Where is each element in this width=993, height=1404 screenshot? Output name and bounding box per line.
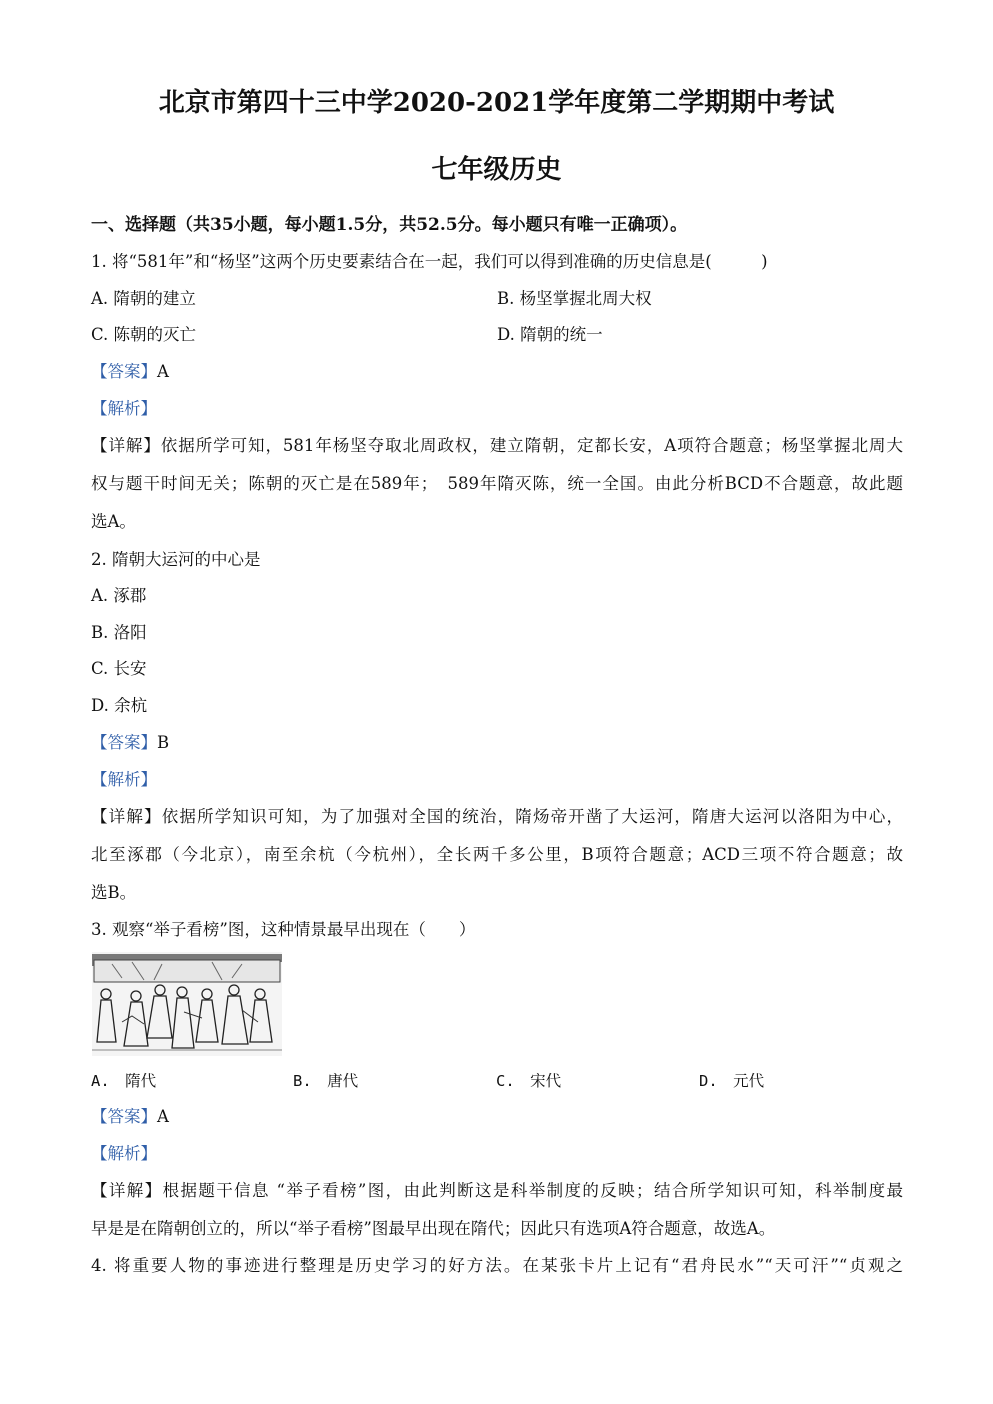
answer-value: A [157,1107,169,1126]
detail-line [91,434,903,458]
detail-line: 选B。 [91,883,137,902]
answer-label: 【答案】 [91,362,157,381]
option-a: A. 隋代 [91,1072,157,1090]
detail-line: 北至涿郡（今北京），南至余杭（今杭州），全长两千多公里，B项符合题意；ACD三项不符合题意；故 [91,845,903,864]
detail-line: 权与题干时间无关；陈朝的灭亡是在589年； 589年隋灭陈，统一全国。由此分析BCD不合题意，故此题 [91,474,903,493]
detail-line [91,805,903,829]
answer-line [91,731,169,755]
option-c: C. 长安 [91,659,147,678]
detail-text: 根据题干信息 “举子看榜”图，由此判断这是科举制度的反映；结合所学知识可知，科举制度最 [162,1181,903,1200]
section-heading: 一、选择题（共35小题，每小题1.5分，共52.5分。每小题只有唯一正确项）。 [91,215,688,235]
option-a: A. 隋朝的建立 [91,289,196,308]
option-d: D. 元代 [699,1072,765,1090]
exam-subtitle: 七年级历史 [431,155,562,185]
question-stem: 4. 将重要人物的事迹进行整理是历史学习的好方法。在某张卡片上记有“君舟民水”“天可汗”“贞观之 [91,1256,903,1275]
analysis-label: 【解析】 [91,770,157,789]
option-c: C. 陈朝的灭亡 [91,325,197,344]
detail-text: 依据所学可知，581年杨坚夺取北周政权，建立隋朝，定都长安，A项符合题意；杨坚掌握北周大 [160,436,903,455]
option-b: B. 洛阳 [91,623,147,642]
option-a: A. 涿郡 [91,586,147,605]
answer-line [91,1105,169,1129]
exam-notice-illustration [92,952,282,1056]
option-d: D. 余杭 [91,696,148,715]
detail-line [91,1179,903,1203]
option-b: B. 杨坚掌握北周大权 [497,289,652,308]
answer-label: 【答案】 [91,1107,157,1126]
answer-value: B [157,733,170,752]
detail-line: 早是是在隋朝创立的，所以“举子看榜”图最早出现在隋代；因此只有选项A符合题意，故选A。 [91,1219,776,1238]
analysis-label: 【解析】 [91,399,157,418]
option-b: B. 唐代 [293,1072,359,1090]
analysis-label: 【解析】 [91,1144,157,1163]
answer-line [91,360,169,384]
question-stem: 1. 将“581年”和“杨坚”这两个历史要素结合在一起，我们可以得到准确的历史信息是( ) [91,252,768,271]
exam-title: 北京市第四十三中学2020-2021学年度第二学期期中考试 [158,88,835,118]
question-stem: 3. 观察“举子看榜”图，这种情景最早出现在（ ） [91,920,476,939]
detail-label: 【详解】 [91,807,162,826]
detail-label: 【详解】 [91,436,161,455]
option-d: D. 隋朝的统一 [497,325,603,344]
option-c: C. 宋代 [496,1072,562,1090]
answer-label: 【答案】 [91,733,157,752]
detail-text: 依据所学知识可知，为了加强对全国的统治，隋炀帝开凿了大运河，隋唐大运河以洛阳为中心， [161,807,904,826]
detail-label: 【详解】 [91,1181,163,1200]
question-stem: 2. 隋朝大运河的中心是 [91,550,261,569]
detail-line: 选A。 [91,512,136,531]
answer-value: A [157,362,169,381]
